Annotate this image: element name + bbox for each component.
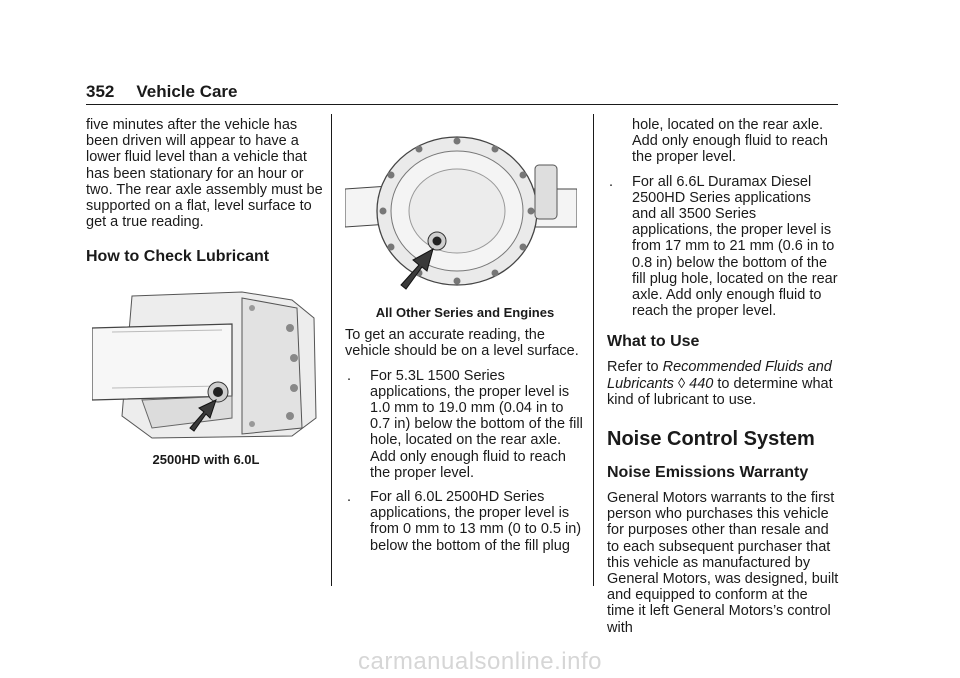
bullet-marker: . [347,367,352,384]
bullet-6-0l-text: For all 6.0L 2500HD Series applications, the proper level is from 0 mm to 13 mm (0 to 0.5 in) below the bottom of the fill plug [370,489,582,554]
warranty-paragraph: General Motors warrants to the first person who purchases this vehicle for purposes other than resale and to each subsequent purchaser that this vehicle as manufactured by General Motors, was designed, built and equipped to conform at the time it left General Motors’s control with [607,490,839,636]
header-rule [86,104,838,105]
recommended-fluids-link[interactable]: Recommended Fluids and Lubricants [607,359,832,392]
figure-caption-other: All Other Series and Engines [375,305,555,320]
noise-warranty-heading: Noise Emissions Warranty [607,464,809,482]
column-3 [607,117,839,636]
bullet-5-3l-text: For 5.3L 1500 Series applications, the proper level is 1.0 mm to 19.0 mm (0.04 in to 0.7 in) below the bottom of the fill hole, located on the rear axle. Add only enough fluid to reach the proper level. [370,367,583,481]
page-ref-number[interactable]: 440 [689,375,714,392]
bullet-5-3l [345,368,585,481]
column-2 [345,117,585,554]
bullet-marker: . [609,173,614,190]
axle-illustration-other [345,119,577,291]
what-to-use-heading: What to Use [607,333,700,351]
column-divider-2 [593,114,594,586]
axle-illustration-6l [92,288,320,440]
page-number: 352 [86,82,115,101]
refer-suffix: to determine what kind of lubricant to use. [607,375,833,408]
refer-prefix: Refer to [607,359,663,376]
page-ref-arrow-icon: ◊ [677,375,686,392]
page-header [86,82,238,102]
intro-paragraph: five minutes after the vehicle has been driven will appear to have a lower fluid level than a vehicle that has been stationary for an hour or two. The rear axle assembly must be supported on a flat, level surface to get a true reading. [86,117,323,231]
bullet-marker: . [347,489,352,506]
figure-caption-6l: 2500HD with 6.0L [152,452,260,468]
bullet-6-6l-text: For all 6.6L Duramax Diesel 2500HD Series applications and all 3500 Series applications, the proper level is from 17 mm to 21 mm (0.6 in to 0.8 in) below the bottom of the fill plug hole, located on the rear axle. Add only enough fluid to reach the proper level. [632,173,838,320]
column-divider-1 [331,114,332,586]
bullet-6-0l [345,489,585,554]
refer-paragraph [607,359,839,408]
watermark: carmanualsonline.info [358,648,602,675]
noise-control-title: Noise Control System [607,428,815,451]
section-title: Vehicle Care [136,82,238,101]
column-1 [86,117,326,469]
continued-text: hole, located on the rear axle. Add only enough fluid to reach the proper level. [632,117,828,166]
accurate-reading-paragraph: To get an accurate reading, the vehicle should be on a level surface. [345,327,579,360]
how-to-check-heading: How to Check Lubricant [86,248,270,266]
bullet-6-6l [607,174,839,320]
